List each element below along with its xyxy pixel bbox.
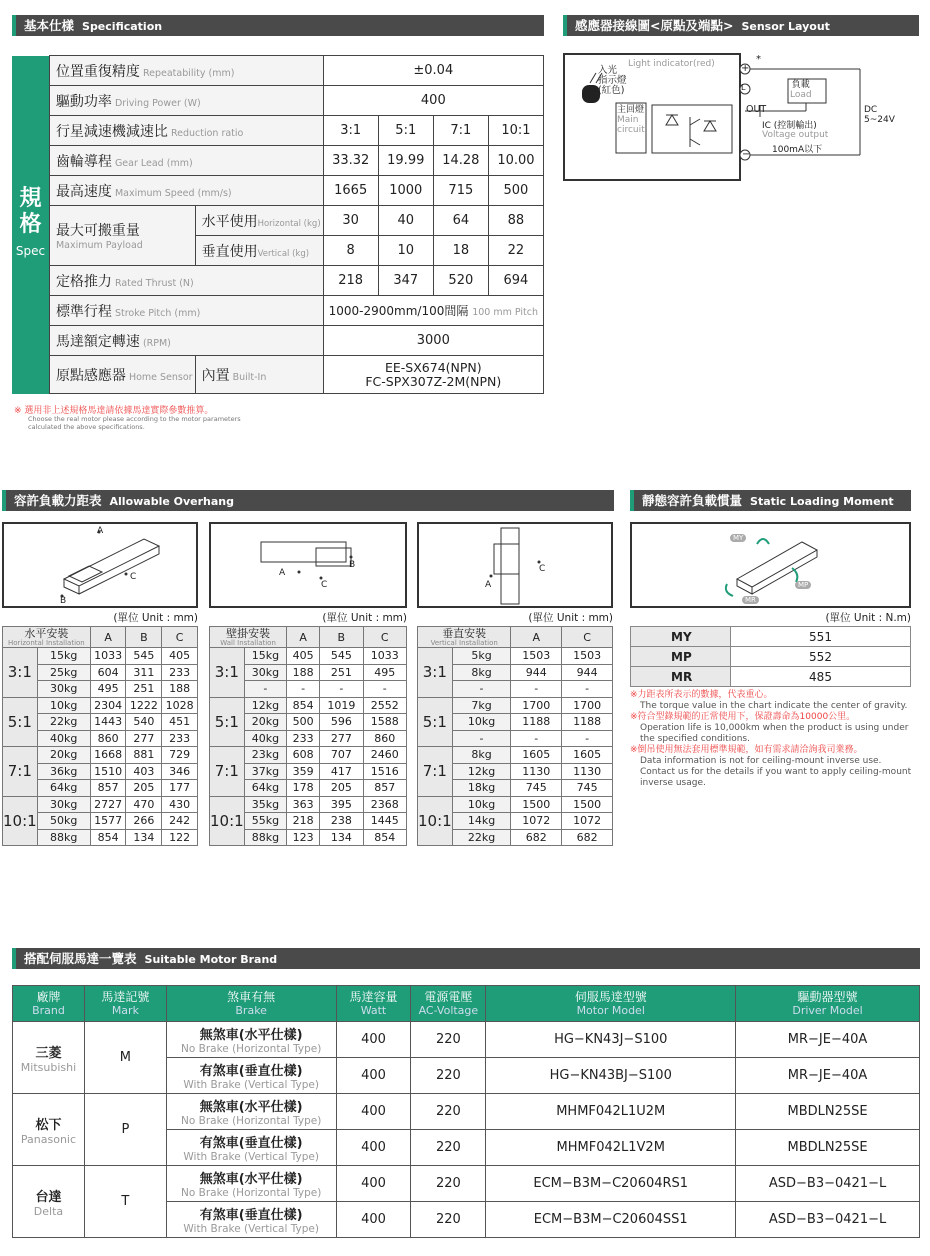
motor-driver-cell: ASD−B3−0421−L <box>736 1166 920 1202</box>
main-circuit-label: 主回燈 Main circuit <box>617 105 645 135</box>
table-cell: 15kg <box>37 648 90 665</box>
table-cell: 495 <box>363 664 406 681</box>
table-row <box>3 697 198 714</box>
motor-w-cell: 400 <box>336 1022 411 1058</box>
ratio-cell: 7:1 <box>3 747 38 797</box>
light-indicator-label: Light indicator(red) <box>628 59 715 69</box>
table-row <box>210 648 407 665</box>
brake-cell: 有煞車(垂直仕樣) With Brake (Vertical Type) <box>166 1130 336 1166</box>
table-cell: 20kg <box>37 747 90 764</box>
voltage-output-label: Voltage output <box>762 130 829 140</box>
table-cell: 881 <box>126 747 162 764</box>
table-cell: 40kg <box>244 730 286 747</box>
table-cell: 854 <box>363 829 406 846</box>
brake-cell: 無煞車(水平仕樣) No Brake (Horizontal Type) <box>166 1094 336 1130</box>
table-cell: - <box>562 681 613 698</box>
table-cell: 860 <box>90 730 126 747</box>
table-cell: 596 <box>320 714 363 731</box>
horizontal-col-c: C <box>162 627 198 648</box>
table-cell: 545 <box>126 648 162 665</box>
brake-cell: 有煞車(垂直仕樣) With Brake (Vertical Type) <box>166 1202 336 1238</box>
table-cell: 134 <box>320 829 363 846</box>
table-cell: 1130 <box>562 763 613 780</box>
table-cell: - <box>320 681 363 698</box>
motor-model-cell: HG−KN43BJ−S100 <box>486 1058 736 1094</box>
table-cell: - <box>511 730 562 747</box>
table-cell: 2460 <box>363 747 406 764</box>
table-cell: 23kg <box>244 747 286 764</box>
table-row <box>3 747 198 764</box>
moment-row-my: MY 551 <box>631 627 911 647</box>
unit-label-v: (單位 Unit : mm) <box>528 612 613 624</box>
table-cell: 430 <box>162 796 198 813</box>
table-cell: 22kg <box>37 714 90 731</box>
table-cell: 122 <box>162 829 198 846</box>
horizontal-col-a: A <box>90 627 126 648</box>
table-cell: 1028 <box>162 697 198 714</box>
table-cell: 707 <box>320 747 363 764</box>
table-cell: - <box>452 730 511 747</box>
table-cell: 405 <box>162 648 198 665</box>
table-cell: 2727 <box>90 796 126 813</box>
table-cell: 857 <box>90 780 126 797</box>
table-cell: 40kg <box>37 730 90 747</box>
table-cell: 134 <box>126 829 162 846</box>
table-cell: 1588 <box>363 714 406 731</box>
table-cell: 218 <box>287 813 320 830</box>
table-cell: 1019 <box>320 697 363 714</box>
moment-diagram: MY MP MR <box>630 522 911 608</box>
table-cell: 10kg <box>452 714 511 731</box>
motor-w-cell: 400 <box>336 1130 411 1166</box>
table-cell: 745 <box>511 780 562 797</box>
table-cell: 2552 <box>363 697 406 714</box>
table-cell: 405 <box>287 648 320 665</box>
table-cell: 177 <box>162 780 198 797</box>
table-cell: 1700 <box>511 697 562 714</box>
spec-note-en: Choose the real motor please according to the motor parameters calculated the above specifications. <box>28 415 241 431</box>
motor-model-cell: MHMF042L1U2M <box>486 1094 736 1130</box>
table-cell: 1188 <box>562 714 613 731</box>
moment-row-mp: MP 552 <box>631 647 911 667</box>
wall-col-a: A <box>287 627 320 648</box>
moment-table <box>630 626 911 687</box>
wall-col-b: B <box>320 627 363 648</box>
vertical-overhang-table <box>417 626 613 846</box>
table-row <box>210 747 407 764</box>
spec-section-header: 基本仕樣 Specification <box>12 15 544 36</box>
brand-cell: 三菱 Mitsubishi <box>13 1022 85 1094</box>
motor-driver-cell: MBDLN25SE <box>736 1094 920 1130</box>
motor-v-cell: 220 <box>411 1094 486 1130</box>
table-cell: 857 <box>363 780 406 797</box>
table-cell: 1033 <box>363 648 406 665</box>
plus-terminal: + <box>741 63 750 74</box>
table-cell: 18kg <box>452 780 511 797</box>
table-row <box>210 697 407 714</box>
vertical-col-c: C <box>562 627 613 648</box>
table-cell: 1500 <box>562 796 613 813</box>
table-cell: 277 <box>320 730 363 747</box>
table-cell: 5kg <box>452 648 511 665</box>
table-cell: 860 <box>363 730 406 747</box>
table-cell: 251 <box>320 664 363 681</box>
spec-table: 規 格 Spec 位置重復精度 Repeatability (mm) ±0.04 驅動功率 Driving Power (W) 400 行星減速機減速比 Reduction ratio 3:1 5:1 7:1 10:1 齒輪導程 Gear Lead (mm) 33.32 19.99 14.28 10.00 最高速度 Maximum Speed (mm/s) 1665 1000 715 500 最大可搬重量 Maximum Payload 水平使用Horizontal (kg) 30 40 64 88 垂直使用Vertical (kg) 8 10 18 22 定格推力 Rated Thrust (N) 218 347 520 694 標準行程 Stroke Pitch (mm) 1000-2900mm/100間隔 100 mm Pitch 馬達額定轉速 (RPM) 3000 原點感應器 Home Sensor 內置 Built-In EE-SX674(NPN) FC-SPX307Z-2M(NPN) <box>12 55 544 394</box>
motor-driver-cell: MR−JE−40A <box>736 1058 920 1094</box>
table-cell: 1130 <box>511 763 562 780</box>
in-light-label: 入光 指示燈 (紅色) <box>598 65 627 96</box>
motor-v-cell: 220 <box>411 1130 486 1166</box>
motor-header-6: 驅動器型號 Driver Model <box>736 986 920 1022</box>
table-cell: 500 <box>287 714 320 731</box>
table-row <box>418 648 613 665</box>
horizontal-header-label: 水平安裝 Horizontal Installation <box>3 627 91 648</box>
wall-diagram: A C B <box>209 522 407 608</box>
ratio-cell: 10:1 <box>418 796 453 846</box>
table-row <box>3 796 198 813</box>
motor-header-2: 煞車有無 Brake <box>166 986 336 1022</box>
table-cell: 470 <box>126 796 162 813</box>
wall-overhang-table <box>209 626 407 846</box>
table-cell: 944 <box>511 664 562 681</box>
table-cell: 30kg <box>37 681 90 698</box>
wall-col-c: C <box>363 627 406 648</box>
brake-cell: 有煞車(垂直仕樣) With Brake (Vertical Type) <box>166 1058 336 1094</box>
table-row <box>3 648 198 665</box>
table-cell: 242 <box>162 813 198 830</box>
ratio-cell: 10:1 <box>210 796 245 846</box>
table-cell: 1510 <box>90 763 126 780</box>
moment-section-header: 靜態容許負載慣量 Static Loading Moment <box>630 490 911 511</box>
table-cell: 205 <box>320 780 363 797</box>
table-cell: - <box>511 681 562 698</box>
table-cell: 359 <box>287 763 320 780</box>
motor-driver-cell: MR−JE−40A <box>736 1022 920 1058</box>
table-cell: 1072 <box>562 813 613 830</box>
table-row <box>418 747 613 764</box>
load-label: 負載 Load <box>790 80 812 100</box>
table-cell: 64kg <box>37 780 90 797</box>
table-cell: 395 <box>320 796 363 813</box>
table-cell: 545 <box>320 648 363 665</box>
table-cell: 22kg <box>452 829 511 846</box>
table-cell: - <box>287 681 320 698</box>
table-cell: 1503 <box>562 648 613 665</box>
ratio-cell: 5:1 <box>418 697 453 747</box>
table-cell: 55kg <box>244 813 286 830</box>
table-cell: 1443 <box>90 714 126 731</box>
unit-label-h: (單位 Unit : mm) <box>113 612 198 624</box>
table-cell: 417 <box>320 763 363 780</box>
table-cell: 277 <box>126 730 162 747</box>
table-cell: 944 <box>562 664 613 681</box>
table-cell: 15kg <box>244 648 286 665</box>
table-cell: 88kg <box>244 829 286 846</box>
spec-note: ※ 選用非上述規格馬達請依據馬達實際參數推算。 <box>14 406 214 416</box>
table-cell: 1700 <box>562 697 613 714</box>
motor-model-cell: ECM−B3M−C20604SS1 <box>486 1202 736 1238</box>
table-cell: 1668 <box>90 747 126 764</box>
table-cell: 178 <box>287 780 320 797</box>
motor-model-cell: HG−KN43J−S100 <box>486 1022 736 1058</box>
table-cell: 188 <box>287 664 320 681</box>
motor-header-3: 馬達容量 Watt <box>336 986 411 1022</box>
table-cell: 14kg <box>452 813 511 830</box>
table-cell: 233 <box>287 730 320 747</box>
table-cell: 363 <box>287 796 320 813</box>
brand-cell: 松下 Panasonic <box>13 1094 85 1166</box>
table-row <box>418 697 613 714</box>
repeatability-value: ±0.04 <box>323 56 543 86</box>
mark-cell: T <box>84 1166 166 1238</box>
motor-v-cell: 220 <box>411 1022 486 1058</box>
brake-cell: 無煞車(水平仕樣) No Brake (Horizontal Type) <box>166 1166 336 1202</box>
ratio-cell: 7:1 <box>210 747 245 797</box>
table-cell: 64kg <box>244 780 286 797</box>
table-cell: 495 <box>90 681 126 698</box>
motor-v-cell: 220 <box>411 1166 486 1202</box>
motor-w-cell: 400 <box>336 1166 411 1202</box>
motor-header-5: 伺服馬達型號 Motor Model <box>486 986 736 1022</box>
ratio-cell: 5:1 <box>3 697 38 747</box>
table-row <box>418 796 613 813</box>
motor-header-4: 電源電壓 AC-Voltage <box>411 986 486 1022</box>
table-cell: 7kg <box>452 697 511 714</box>
motor-driver-cell: ASD−B3−0421−L <box>736 1202 920 1238</box>
table-cell: 854 <box>90 829 126 846</box>
table-cell: 604 <box>90 664 126 681</box>
table-cell: 1605 <box>511 747 562 764</box>
table-cell: 729 <box>162 747 198 764</box>
table-cell: 12kg <box>244 697 286 714</box>
brake-cell: 無煞車(水平仕樣) No Brake (Horizontal Type) <box>166 1022 336 1058</box>
ratio-cell: 3:1 <box>210 648 245 698</box>
unit-label-nm: (單位 Unit : N.m) <box>825 612 911 624</box>
table-cell: 1577 <box>90 813 126 830</box>
table-cell: 682 <box>511 829 562 846</box>
table-cell: 1516 <box>363 763 406 780</box>
table-cell: 1503 <box>511 648 562 665</box>
table-cell: 25kg <box>37 664 90 681</box>
table-cell: 35kg <box>244 796 286 813</box>
table-cell: 188 <box>162 681 198 698</box>
unit-label-w: (單位 Unit : mm) <box>322 612 407 624</box>
wall-header-label: 壁掛安裝 Wall Installation <box>210 627 287 648</box>
moment-notes: ※力距表所表示的數據，代表重心。 The torque value in the chart indicate the center of gravity. ※符合型錄規範的正常使用下，保證壽命為10000公里。 Operation life is 10,000km when the product is using under the specified conditions. ※倒吊使用無法套用標準規範，如有需求請洽詢我司業務。 Data information is not for ceiling-mount inverse use. Contact us for the details if you want to apply ceiling-mount inverse usage. <box>630 690 912 788</box>
table-cell: 50kg <box>37 813 90 830</box>
table-cell: 238 <box>320 813 363 830</box>
table-cell: 233 <box>162 664 198 681</box>
motor-row <box>13 1166 920 1202</box>
table-cell: 8kg <box>452 664 511 681</box>
ratio-cell: 7:1 <box>418 747 453 797</box>
motor-w-cell: 400 <box>336 1094 411 1130</box>
motor-header-0: 廠牌 Brand <box>13 986 85 1022</box>
table-cell: 1445 <box>363 813 406 830</box>
table-cell: 1188 <box>511 714 562 731</box>
motor-table <box>12 985 920 1238</box>
motor-header-1: 馬達記號 Mark <box>84 986 166 1022</box>
minus-terminal: − <box>742 149 751 160</box>
ratio-cell: 10:1 <box>3 796 38 846</box>
horizontal-overhang-table <box>2 626 198 846</box>
table-cell: 30kg <box>37 796 90 813</box>
table-cell: 30kg <box>244 664 286 681</box>
out-label: OUT <box>746 104 767 115</box>
table-cell: 745 <box>562 780 613 797</box>
moment-row-mr: MR 485 <box>631 667 911 687</box>
motor-driver-cell: MBDLN25SE <box>736 1130 920 1166</box>
ratio-cell: 5:1 <box>210 697 245 747</box>
spec-side-label: 規 格 Spec <box>12 56 49 394</box>
l-terminal: L <box>741 83 746 92</box>
table-cell: - <box>244 681 286 698</box>
table-cell: 403 <box>126 763 162 780</box>
ratio-cell: 3:1 <box>3 648 38 698</box>
table-cell: 1605 <box>562 747 613 764</box>
table-cell: 8kg <box>452 747 511 764</box>
table-cell: 346 <box>162 763 198 780</box>
table-cell: 451 <box>162 714 198 731</box>
table-cell: 88kg <box>37 829 90 846</box>
ic-label: IC (控制輸出) <box>762 121 817 131</box>
table-cell: 2304 <box>90 697 126 714</box>
motor-w-cell: 400 <box>336 1202 411 1238</box>
motor-model-cell: ECM−B3M−C20604RS1 <box>486 1166 736 1202</box>
dc-label: DC 5~24V <box>864 105 895 125</box>
motor-w-cell: 400 <box>336 1058 411 1094</box>
table-cell: - <box>562 730 613 747</box>
spec-table-wrap <box>12 55 544 394</box>
table-cell: 1222 <box>126 697 162 714</box>
table-cell: 233 <box>162 730 198 747</box>
table-cell: - <box>452 681 511 698</box>
table-cell: 251 <box>126 681 162 698</box>
vertical-diagram: C A <box>417 522 613 608</box>
motor-row <box>13 1094 920 1130</box>
table-cell: 682 <box>562 829 613 846</box>
table-cell: 12kg <box>452 763 511 780</box>
table-cell: 205 <box>126 780 162 797</box>
motor-v-cell: 220 <box>411 1058 486 1094</box>
motor-v-cell: 220 <box>411 1202 486 1238</box>
table-cell: 854 <box>287 697 320 714</box>
table-cell: 1500 <box>511 796 562 813</box>
table-cell: 540 <box>126 714 162 731</box>
table-cell: 123 <box>287 829 320 846</box>
sensor-section-header: 感應器接線圖<原點及端點> Sensor Layout <box>563 15 919 36</box>
motor-section-header: 搭配伺服馬達一覽表 Suitable Motor Brand <box>12 948 920 969</box>
brand-cell: 台達 Delta <box>13 1166 85 1238</box>
motor-model-cell: MHMF042L1V2M <box>486 1130 736 1166</box>
table-cell: 10kg <box>452 796 511 813</box>
mark-cell: M <box>84 1022 166 1094</box>
mark-cell: P <box>84 1094 166 1166</box>
vertical-col-a: A <box>511 627 562 648</box>
table-cell: 1072 <box>511 813 562 830</box>
table-cell: 608 <box>287 747 320 764</box>
horizontal-diagram: A C B <box>2 522 198 608</box>
table-cell: 1033 <box>90 648 126 665</box>
overhang-section-header: 容許負載力距表 Allowable Overhang <box>2 490 614 511</box>
motor-row <box>13 1022 920 1058</box>
table-row <box>210 796 407 813</box>
table-cell: 311 <box>126 664 162 681</box>
table-cell: 266 <box>126 813 162 830</box>
ratio-cell: 3:1 <box>418 648 453 698</box>
table-cell: 10kg <box>37 697 90 714</box>
table-cell: - <box>363 681 406 698</box>
table-cell: 37kg <box>244 763 286 780</box>
horizontal-col-b: B <box>126 627 162 648</box>
table-cell: 36kg <box>37 763 90 780</box>
vertical-header-label: 垂直安裝 Vertical Installation <box>418 627 511 648</box>
star-mark: * <box>756 54 761 65</box>
table-cell: 20kg <box>244 714 286 731</box>
current-label: 100mA以下 <box>772 145 823 155</box>
table-cell: 2368 <box>363 796 406 813</box>
